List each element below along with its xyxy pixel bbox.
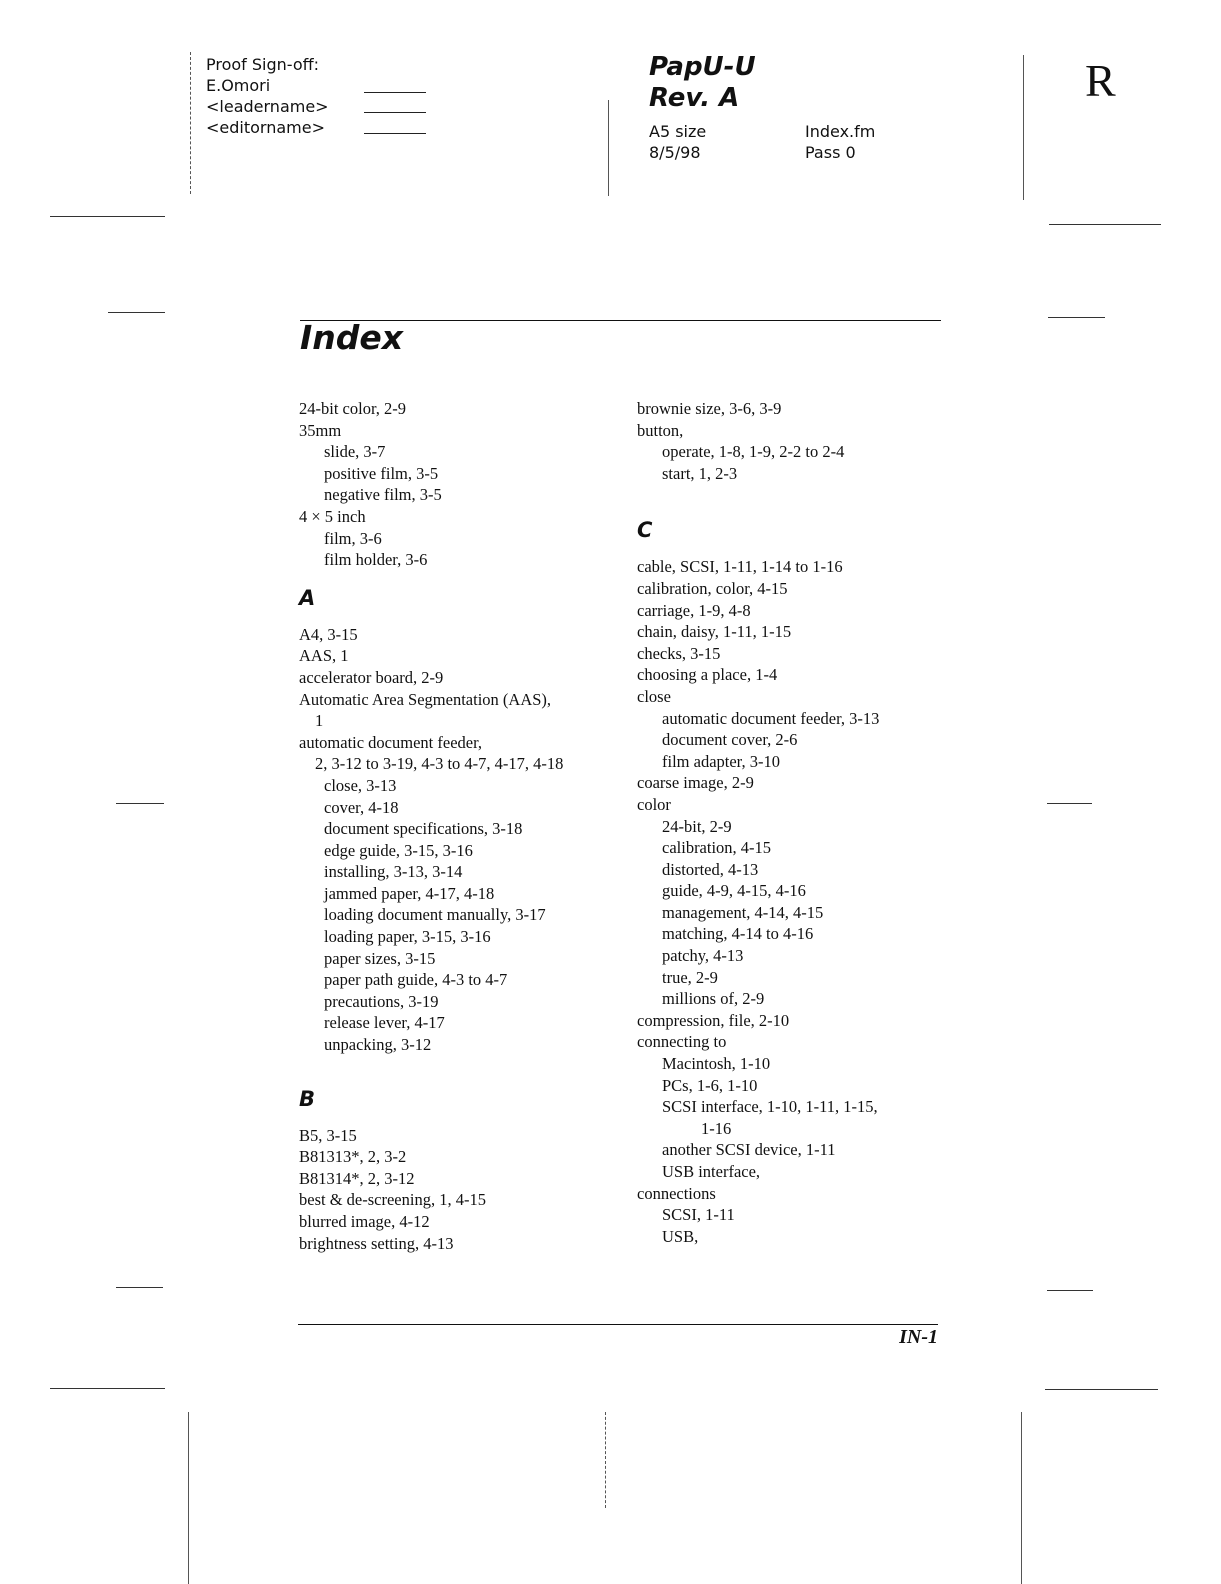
index-entry: B81313*, 2, 3-2: [299, 1147, 407, 1167]
index-entry: cable, SCSI, 1-11, 1-14 to 1-16: [637, 557, 843, 577]
index-entry: connections: [637, 1183, 716, 1203]
index-subentry: negative film, 3-5: [324, 485, 442, 505]
index-column-right: [637, 398, 879, 1247]
index-subentry: patchy, 4-13: [662, 946, 744, 966]
index-subentry: film, 3-6: [324, 528, 382, 548]
index-entry: compression, file, 2-10: [637, 1010, 790, 1030]
index-subentry: film holder, 3-6: [324, 550, 428, 570]
index-subentry: slide, 3-7: [324, 442, 386, 462]
index-subentry: start, 1, 2-3: [662, 463, 738, 483]
proof-name: <leadername>: [206, 97, 329, 116]
proof-name: <editorname>: [206, 118, 325, 137]
frame-line: [188, 1412, 189, 1584]
index-entry: choosing a place, 1-4: [637, 665, 778, 685]
index-entry: AAS, 1: [299, 646, 349, 666]
crop-mark: [1047, 803, 1092, 804]
index-subentry: 24-bit, 2-9: [662, 816, 732, 836]
product-name: PapU-U: [649, 52, 756, 82]
page-side-mark: R: [1085, 55, 1116, 106]
index-entry: 24-bit color, 2-9: [299, 399, 407, 418]
index-subentry: paper path guide, 4-3 to 4-7: [324, 970, 508, 990]
index-entry: brightness setting, 4-13: [299, 1233, 454, 1253]
frame-line: [1023, 55, 1024, 200]
index-subentry: jammed paper, 4-17, 4-18: [324, 883, 495, 903]
index-subentry: Macintosh, 1-10: [662, 1054, 771, 1074]
index-subentry: 1: [315, 711, 324, 731]
crop-mark: [1045, 1389, 1158, 1390]
index-entry: connecting to: [637, 1032, 727, 1052]
proof-signoff: [206, 54, 329, 138]
index-subentry: document specifications, 3-18: [324, 819, 523, 839]
index-subentry: matching, 4-14 to 4-16: [662, 924, 814, 944]
index-entry: carriage, 1-9, 4-8: [637, 600, 751, 620]
footer-rule: [298, 1324, 938, 1325]
index-subentry: cover, 4-18: [324, 797, 399, 817]
index-subentry: 2, 3-12 to 3-19, 4-3 to 4-7, 4-17, 4-18: [315, 754, 564, 774]
signature-line: [364, 92, 426, 93]
index-entry: blurred image, 4-12: [299, 1212, 430, 1231]
index-subentry: SCSI interface, 1-10, 1-11, 1-15,: [662, 1097, 878, 1117]
frame-line: [1021, 1412, 1022, 1584]
index-subentry: USB,: [662, 1226, 699, 1246]
index-letter-heading: B: [299, 1086, 316, 1111]
crop-mark: [1048, 317, 1105, 318]
signature-line: [364, 133, 426, 134]
page-title: Index: [300, 318, 404, 357]
index-subentry: installing, 3-13, 3-14: [324, 862, 463, 882]
index-entry: B5, 3-15: [299, 1125, 357, 1145]
product-header: [649, 52, 756, 114]
index-subentry: management, 4-14, 4-15: [662, 902, 824, 922]
page-size: A5 size: [649, 122, 707, 141]
index-column-left: [299, 398, 563, 1254]
frame-line: [608, 100, 609, 196]
index-subentry: millions of, 2-9: [662, 989, 765, 1009]
index-entry: checks, 3-15: [637, 643, 721, 663]
pass: Pass 0: [805, 143, 856, 162]
frame-line: [190, 52, 191, 194]
index-entry: best & de-screening, 1, 4-15: [299, 1190, 486, 1210]
index-letter-heading: C: [637, 518, 653, 543]
index-subentry: release lever, 4-17: [324, 1013, 445, 1033]
index-entry: close: [637, 686, 671, 706]
index-subentry: another SCSI device, 1-11: [662, 1140, 836, 1160]
revision: Rev. A: [649, 83, 740, 113]
frame-line: [605, 1412, 606, 1508]
index-entry: automatic document feeder,: [299, 732, 483, 752]
index-subentry: close, 3-13: [324, 775, 397, 795]
index-subentry: automatic document feeder, 3-13: [662, 708, 880, 728]
index-entry: chain, daisy, 1-11, 1-15: [637, 622, 792, 642]
meta-left: [649, 121, 706, 163]
index-subentry: PCs, 1-6, 1-10: [662, 1075, 758, 1095]
index-subentry: precautions, 3-19: [324, 991, 439, 1011]
index-subentry: calibration, 4-15: [662, 838, 772, 858]
index-entry: A4, 3-15: [299, 624, 358, 644]
index-subentry: edge guide, 3-15, 3-16: [324, 840, 473, 860]
index-subentry: true, 2-9: [662, 967, 718, 987]
index-entry: coarse image, 2-9: [637, 773, 754, 793]
index-entry: brownie size, 3-6, 3-9: [637, 399, 782, 418]
index-subentry: 1-16: [701, 1118, 732, 1138]
index-subentry: SCSI, 1-11: [662, 1205, 735, 1225]
index-subentry: distorted, 4-13: [662, 859, 759, 879]
crop-mark: [108, 312, 165, 313]
crop-mark: [50, 216, 165, 217]
signature-line: [364, 112, 426, 113]
crop-mark: [1049, 224, 1161, 225]
index-subentry: unpacking, 3-12: [324, 1035, 432, 1055]
proof-label: Proof Sign-off:: [206, 55, 320, 74]
index-subentry: guide, 4-9, 4-15, 4-16: [662, 881, 806, 901]
date: 8/5/98: [649, 143, 701, 162]
index-entry: calibration, color, 4-15: [637, 578, 788, 598]
meta-right: [805, 121, 875, 163]
file-name: Index.fm: [805, 122, 876, 141]
index-entry: 35mm: [299, 420, 342, 440]
index-entry: Automatic Area Segmentation (AAS),: [299, 689, 552, 709]
index-letter-heading: A: [299, 585, 316, 610]
crop-mark: [1047, 1290, 1093, 1291]
crop-mark: [116, 803, 164, 804]
crop-mark: [116, 1287, 163, 1288]
index-subentry: document cover, 2-6: [662, 730, 798, 750]
index-entry: button,: [637, 420, 684, 440]
index-entry: 4 × 5 inch: [299, 506, 366, 526]
index-subentry: operate, 1-8, 1-9, 2-2 to 2-4: [662, 442, 845, 462]
index-entry: color: [637, 794, 671, 814]
index-subentry: paper sizes, 3-15: [324, 948, 436, 968]
index-subentry: film adapter, 3-10: [662, 751, 781, 771]
index-entry: accelerator board, 2-9: [299, 667, 444, 687]
index-subentry: positive film, 3-5: [324, 463, 439, 483]
page-number: IN-1: [899, 1326, 938, 1348]
crop-mark: [50, 1388, 165, 1389]
proof-name: E.Omori: [206, 76, 271, 95]
index-subentry: loading paper, 3-15, 3-16: [324, 927, 491, 947]
index-subentry: USB interface,: [662, 1162, 761, 1181]
index-entry: B81314*, 2, 3-12: [299, 1168, 415, 1188]
index-subentry: loading document manually, 3-17: [324, 905, 546, 925]
